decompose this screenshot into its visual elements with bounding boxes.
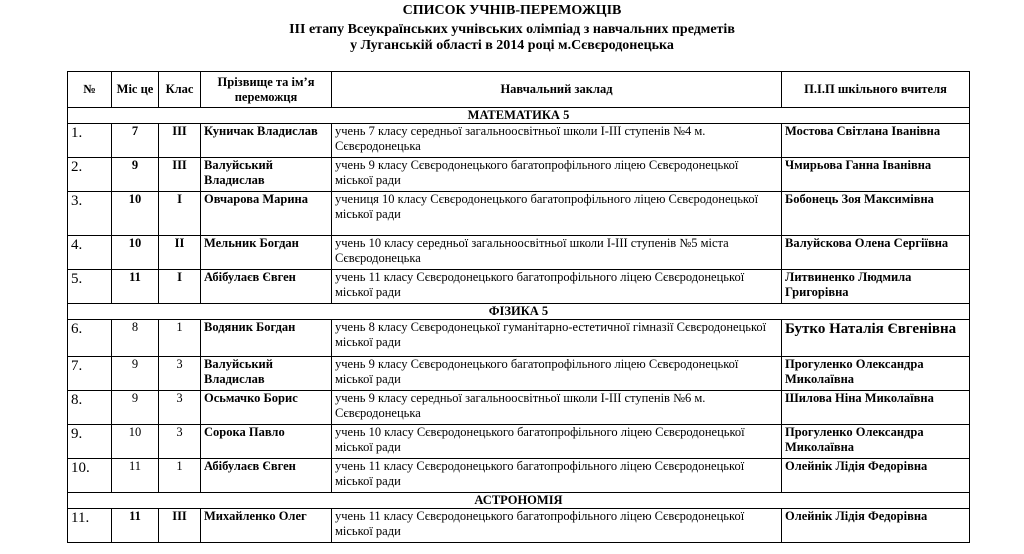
- cell-place: 11: [112, 509, 159, 543]
- cell-place: 9: [112, 391, 159, 425]
- cell-place: 11: [112, 270, 159, 304]
- cell-school: учень 8 класу Сєвєродонецької гуманітарно-естетичної гімназії Сєвєродонецької міської ради: [332, 320, 782, 357]
- cell-place: 9: [112, 357, 159, 391]
- cell-num: 6.: [68, 320, 112, 357]
- cell-name: Абібулаєв Євген: [201, 459, 332, 493]
- cell-school: учень 11 класу Сєвєродонецького багатопрофільного ліцею Сєвєродонецької міської ради: [332, 270, 782, 304]
- cell-teacher: Прогуленко Олександра Миколаївна: [782, 425, 970, 459]
- cell-teacher: Валуйскова Олена Сергіївна: [782, 236, 970, 270]
- cell-school: учень 9 класу Сєвєродонецького багатопрофільного ліцею Сєвєродонецької міської ради: [332, 158, 782, 192]
- cell-school: учень 10 класу Сєвєродонецького багатопрофільного ліцею Сєвєродонецької міської ради: [332, 425, 782, 459]
- cell-school: учень 9 класу середньої загальноосвітньої школи І-ІІІ ступенів №6 м. Сєвєродонецька: [332, 391, 782, 425]
- cell-name: Мельник Богдан: [201, 236, 332, 270]
- cell-teacher: Олейнік Лідія Федорівна: [782, 509, 970, 543]
- cell-class: І: [159, 192, 201, 236]
- cell-num: 5.: [68, 270, 112, 304]
- cell-place: 11: [112, 459, 159, 493]
- cell-place: 9: [112, 158, 159, 192]
- cell-school: учень 7 класу середньої загальноосвітньої школи І-ІІІ ступенів №4 м. Сєвєродонецька: [332, 124, 782, 158]
- cell-teacher: Мостова Світлана Іванівна: [782, 124, 970, 158]
- table-row: [68, 357, 970, 391]
- table-row: [68, 124, 970, 158]
- cell-school: учень 9 класу Сєвєродонецького багатопрофільного ліцею Сєвєродонецької міської ради: [332, 357, 782, 391]
- table-row: [68, 320, 970, 357]
- cell-place: 7: [112, 124, 159, 158]
- document-subtitle-line1: ІІІ етапу Всеукраїнських учнівських олімпіад з навчальних предметів: [289, 22, 735, 37]
- cell-teacher: Литвиненко Людмила Григорівна: [782, 270, 970, 304]
- cell-name: Куничак Владислав: [201, 124, 332, 158]
- cell-school: учениця 10 класу Сєвєродонецького багатопрофільного ліцею Сєвєродонецької міської ради: [332, 192, 782, 236]
- cell-school: учень 11 класу Сєвєродонецького багатопрофільного ліцею Сєвєродонецької міської ради: [332, 509, 782, 543]
- table-row: [68, 158, 970, 192]
- cell-num: 8.: [68, 391, 112, 425]
- cell-num: 4.: [68, 236, 112, 270]
- cell-class: 3: [159, 357, 201, 391]
- cell-num: 10.: [68, 459, 112, 493]
- header-place: Міс це: [112, 72, 159, 108]
- header-school: Навчальний заклад: [332, 72, 782, 108]
- section-title: АСТРОНОМІЯ: [68, 493, 970, 509]
- cell-class: 1: [159, 459, 201, 493]
- cell-name: Осьмачко Борис: [201, 391, 332, 425]
- cell-teacher: Бобонець Зоя Максимівна: [782, 192, 970, 236]
- table-row: [68, 192, 970, 236]
- cell-num: 3.: [68, 192, 112, 236]
- cell-class: 3: [159, 391, 201, 425]
- section-row: [68, 304, 970, 320]
- table-header-row: [68, 72, 970, 108]
- cell-name: Сорока Павло: [201, 425, 332, 459]
- cell-class: 3: [159, 425, 201, 459]
- header-name: Прізвище та ім’я переможця: [201, 72, 332, 108]
- cell-num: 1.: [68, 124, 112, 158]
- document-title: СПИСОК УЧНІВ-ПЕРЕМОЖЦІВ: [402, 3, 622, 18]
- cell-place: 10: [112, 192, 159, 236]
- table-row: [68, 270, 970, 304]
- cell-teacher: Чмирьова Ганна Іванівна: [782, 158, 970, 192]
- winners-table: [67, 71, 970, 543]
- cell-teacher: Шилова Ніна Миколаївна: [782, 391, 970, 425]
- cell-place: 8: [112, 320, 159, 357]
- table-body: [68, 108, 970, 543]
- table-row: [68, 391, 970, 425]
- cell-school: учень 10 класу середньої загальноосвітньої школи І-ІІІ ступенів №5 міста Сєвєродонецька: [332, 236, 782, 270]
- cell-teacher: Прогуленко Олександра Миколаївна: [782, 357, 970, 391]
- cell-class: І: [159, 270, 201, 304]
- cell-name: Валуйський Владислав: [201, 357, 332, 391]
- cell-num: 7.: [68, 357, 112, 391]
- table-row: [68, 459, 970, 493]
- section-title: МАТЕМАТИКА 5: [68, 108, 970, 124]
- table-row: [68, 425, 970, 459]
- cell-class: 1: [159, 320, 201, 357]
- cell-name: Овчарова Марина: [201, 192, 332, 236]
- cell-place: 10: [112, 236, 159, 270]
- cell-school: учень 11 класу Сєвєродонецького багатопрофільного ліцею Сєвєродонецької міської ради: [332, 459, 782, 493]
- section-row: [68, 493, 970, 509]
- header-class: Клас: [159, 72, 201, 108]
- header-teacher: П.І.П шкільного вчителя: [782, 72, 970, 108]
- section-title: ФІЗИКА 5: [68, 304, 970, 320]
- section-row: [68, 108, 970, 124]
- cell-class: ІІІ: [159, 158, 201, 192]
- cell-name: Валуйський Владислав: [201, 158, 332, 192]
- cell-teacher: Бутко Наталія Євгенівна: [782, 320, 970, 357]
- document-subtitle-line2: у Луганській області в 2014 році м.Сєвєродонецька: [350, 38, 674, 53]
- cell-class: ІІІ: [159, 509, 201, 543]
- cell-class: ІІІ: [159, 124, 201, 158]
- header-num: №: [68, 72, 112, 108]
- cell-num: 11.: [68, 509, 112, 543]
- cell-name: Абібулаєв Євген: [201, 270, 332, 304]
- cell-name: Михайленко Олег: [201, 509, 332, 543]
- cell-name: Водяник Богдан: [201, 320, 332, 357]
- cell-num: 9.: [68, 425, 112, 459]
- cell-place: 10: [112, 425, 159, 459]
- table-row: [68, 509, 970, 543]
- cell-num: 2.: [68, 158, 112, 192]
- cell-teacher: Олейнік Лідія Федорівна: [782, 459, 970, 493]
- cell-class: ІІ: [159, 236, 201, 270]
- table-row: [68, 236, 970, 270]
